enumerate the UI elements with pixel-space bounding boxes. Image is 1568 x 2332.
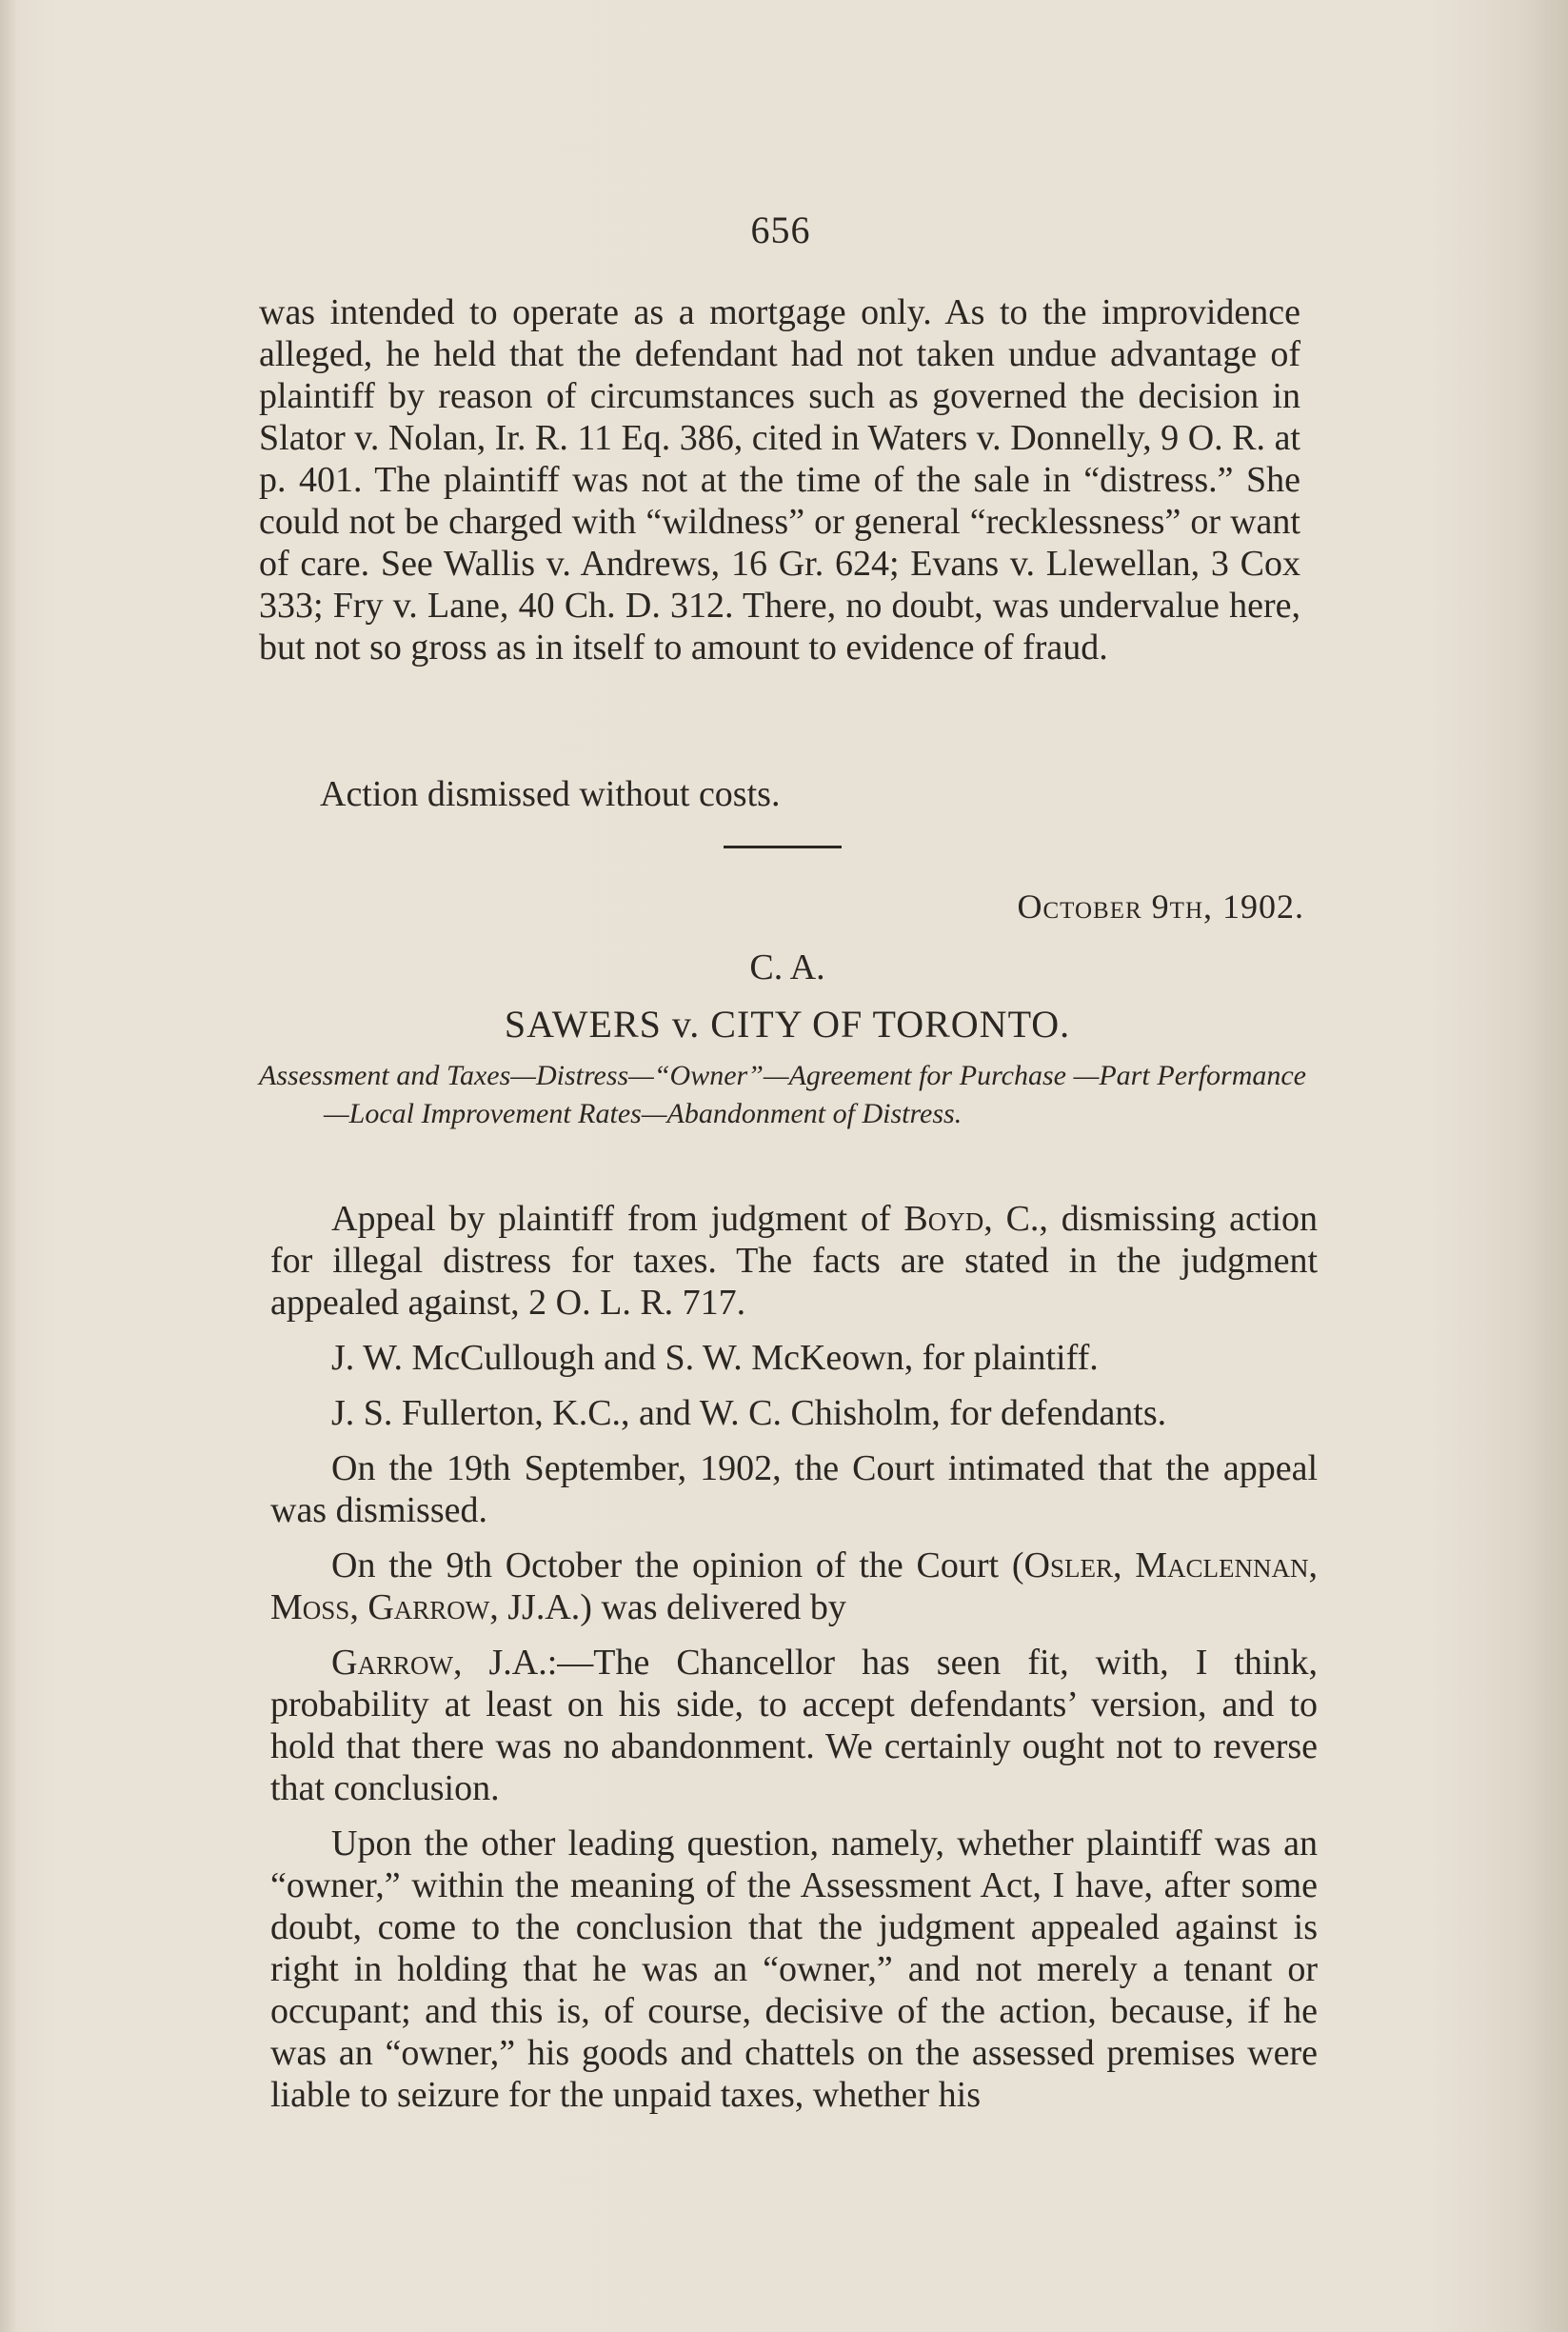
text-run: , J.A.:—The Chancellor has seen fit, with, I think, probability at least on his side, to accept defendants’ version, and to hold that there was no abandonment. We certainly ought not to reverse that conclusion.: [270, 1643, 1318, 1808]
body-paragraph: [270, 1447, 1318, 1531]
case-date: October 9th, 1902.: [1017, 887, 1304, 926]
text-run: Appeal by plaintiff from judgment of: [331, 1199, 904, 1239]
body-paragraph: [270, 1545, 1318, 1628]
body-paragraph: [270, 1823, 1318, 2116]
page-number: 656: [750, 209, 811, 251]
body-paragraph: [270, 1392, 1318, 1434]
text-run: , C., dismissing action for illegal distress for taxes. The facts are stated in the judgment appealed against, 2 O. L. R. 717.: [270, 1199, 1319, 1323]
body-paragraph: [270, 1198, 1318, 1324]
small-caps-run: Garrow: [331, 1643, 453, 1683]
case-title: SAWERS v. CITY OF TORONTO.: [504, 1003, 1071, 1046]
continuation-paragraph: was intended to operate as a mortgage only. As to the improvidence alleged, he held that the defendant had not taken undue advantage of plaintiff by reason of circumstances such as governed the decision in Slator v. Nolan, Ir. R. 11 Eq. 386, cited in Waters v. Donnelly, 9 O. R. at p. 401. The plaintiff was not at the time of the sale in “distress.” She could not be charged with “wildness” or general “recklessness” or want of care. See Wallis v. Andrews, 16 Gr. 624; Evans v. Llewellan, 3 Cox 333; Fry v. Lane, 40 Ch. D. 312. There, no doubt, was undervalue here, but not so gross as in itself to amount to evidence of fraud.: [259, 292, 1300, 668]
headnote: Assessment and Taxes—Distress—“Owner”—Agreement for Purchase —Part Performance—Local Improvement Rates—Abandonment of Distress.: [259, 1060, 1306, 1129]
text-run: J. W. McCullough and S. W. McKeown, for plaintiff.: [331, 1338, 1099, 1378]
body-paragraph: [270, 1642, 1318, 1809]
text-run: On the 9th October the opinion of the Court (: [331, 1545, 1024, 1585]
court-name: C. A.: [749, 947, 825, 987]
section-divider: [724, 846, 842, 848]
disposition: Action dismissed without costs.: [320, 774, 781, 814]
case-body: [270, 1198, 1318, 2129]
small-caps-run: Osler, Maclennan, Moss, Garrow: [270, 1545, 1319, 1627]
text-run: , JJ.A.) was delivered by: [489, 1587, 846, 1627]
body-paragraph: [270, 1337, 1318, 1379]
text-run: On the 19th September, 1902, the Court intimated that the appeal was dismissed.: [270, 1448, 1318, 1530]
text-run: Upon the other leading question, namely, whether plaintiff was an “owner,” within the meaning of the Assessment Act, I have, after some doubt, come to the conclusion that the judgment appealed against is right in holding that he was an “owner,” and not merely a tenant or occupant; and this is, of course, decisive of the action, because, if he was an “owner,” his goods and chattels on the assessed premises were liable to seizure for the unpaid taxes, whether his: [270, 1824, 1318, 2115]
small-caps-run: Boyd: [903, 1199, 984, 1239]
text-run: J. S. Fullerton, K.C., and W. C. Chisholm, for defendants.: [331, 1393, 1167, 1433]
